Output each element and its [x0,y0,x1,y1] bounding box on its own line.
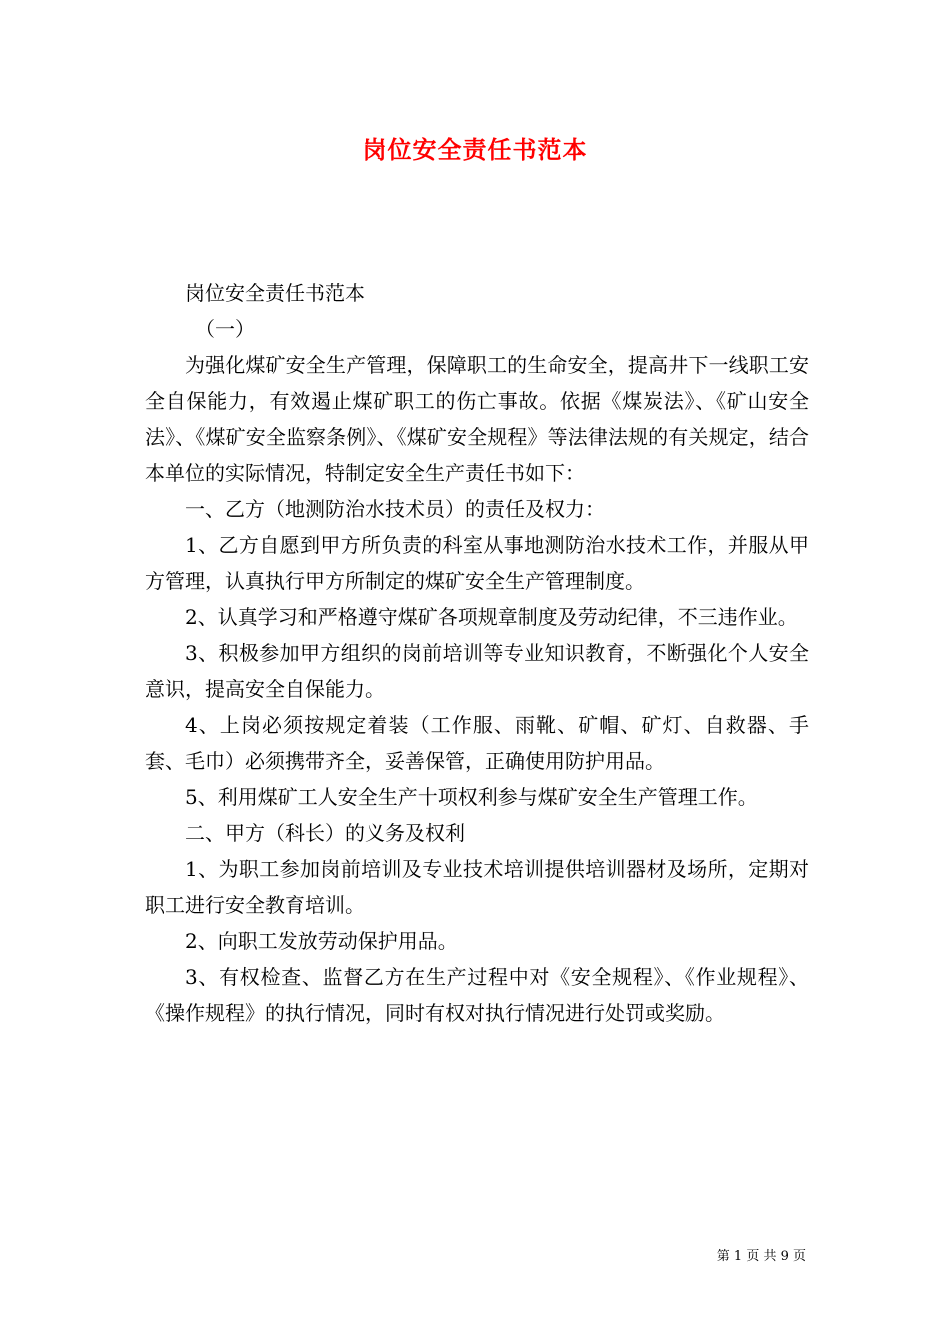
section-heading-party-b: 一、乙方（地测防治水技术员）的责任及权力： [185,497,605,521]
document-body [145,275,809,1031]
body-paragraph: 1、为职工参加岗前培训及专业技术培训提供培训器材及场所，定期对职工进行安全教育培训。 [145,857,809,917]
body-paragraph: 3、积极参加甲方组织的岗前培训等专业知识教育，不断强化个人安全意识，提高安全自保能力。 [145,641,809,701]
section-heading-party-a: 二、甲方（科长）的义务及权利 [185,821,465,845]
body-paragraph: 1、乙方自愿到甲方所负责的科室从事地测防治水技术工作，并服从甲方管理，认真执行甲方所制定的煤矿安全生产管理制度。 [145,533,809,593]
intro-paragraph: 为强化煤矿安全生产管理，保障职工的生命安全，提高井下一线职工安全自保能力，有效遏止煤矿职工的伤亡事故。依据《煤炭法》、《矿山安全法》、《煤矿安全监察条例》、《煤矿安全规程》等法律法规的有关规定，结合本单位的实际情况，特制定安全生产责任书如下： [145,353,809,485]
body-paragraph: 2、向职工发放劳动保护用品。 [185,929,458,953]
section-number-paragraph: （一） [195,317,255,341]
body-paragraph: 3、有权检查、监督乙方在生产过程中对《安全规程》、《作业规程》、《操作规程》的执行情况，同时有权对执行情况进行处罚或奖励。 [145,965,809,1025]
body-paragraph: 4、上岗必须按规定着装（工作服、雨靴、矿帽、矿灯、自救器、手套、毛巾）必须携带齐全，妥善保管，正确使用防护用品。 [145,713,809,773]
subtitle-paragraph: 岗位安全责任书范本 [185,281,365,305]
body-paragraph: 2、认真学习和严格遵守煤矿各项规章制度及劳动纪律，不三违作业。 [185,605,798,629]
body-paragraph: 5、利用煤矿工人安全生产十项权利参与煤矿安全生产管理工作。 [185,785,758,809]
document-title: 岗位安全责任书范本 [362,135,588,164]
page-number-footer: 第 1 页 共 9 页 [716,1249,806,1264]
